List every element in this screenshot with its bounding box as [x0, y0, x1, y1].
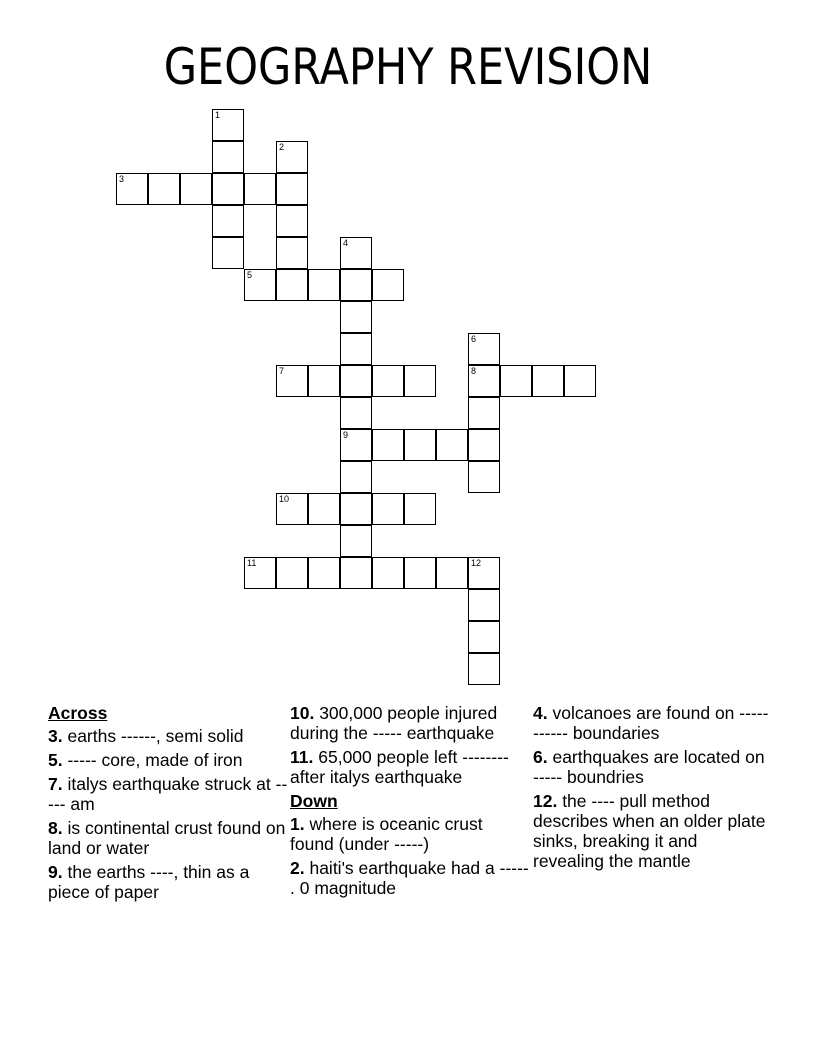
grid-cell[interactable] [340, 269, 372, 301]
grid-cell[interactable] [276, 365, 308, 397]
page-title: GEOGRAPHY REVISION [163, 38, 653, 96]
grid-cell[interactable] [404, 429, 436, 461]
clue-number: 8 [471, 366, 477, 376]
grid-cell[interactable] [308, 493, 340, 525]
clues-column-2 [290, 703, 530, 902]
clue-down-2: 2. haiti's earthquake had a ----- . 0 magnitude [290, 858, 529, 898]
grid-cell[interactable] [340, 237, 372, 269]
grid-cell[interactable] [500, 365, 532, 397]
across-heading: Across [48, 703, 108, 723]
grid-cell[interactable] [308, 365, 340, 397]
grid-cell[interactable] [468, 461, 500, 493]
clue-down-4: 4. volcanoes are found on ----------- boundaries [533, 703, 769, 743]
grid-cell[interactable] [276, 269, 308, 301]
clue-across-5: 5. ----- core, made of iron [48, 750, 243, 770]
grid-cell[interactable] [468, 557, 500, 589]
clue-number: 1 [215, 110, 221, 120]
grid-cell[interactable] [372, 429, 404, 461]
grid-cell[interactable] [244, 173, 276, 205]
grid-cell[interactable] [436, 557, 468, 589]
grid-cell[interactable] [212, 141, 244, 173]
clue-down-6: 6. earthquakes are located on ----- boundries [533, 747, 765, 787]
grid-cell[interactable] [340, 557, 372, 589]
grid-cell[interactable] [468, 589, 500, 621]
clues-column-3 [533, 703, 773, 875]
grid-cell[interactable] [276, 557, 308, 589]
grid-cell[interactable] [404, 493, 436, 525]
clue-number: 11 [247, 558, 257, 568]
grid-cell[interactable] [404, 557, 436, 589]
grid-cell[interactable] [436, 429, 468, 461]
grid-cell[interactable] [276, 237, 308, 269]
grid-cell[interactable] [340, 301, 372, 333]
grid-cell[interactable] [276, 173, 308, 205]
clue-across-7: 7. italys earthquake struck at ----- am [48, 774, 288, 814]
grid-cell[interactable] [468, 653, 500, 685]
clues-column-1 [48, 703, 288, 906]
clue-number: 4 [343, 238, 349, 248]
clue-number: 12 [471, 558, 482, 568]
clue-down-1: 1. where is oceanic crust found (under -----) [290, 814, 483, 854]
clue-down-12: 12. the ---- pull method describes when an older plate sinks, breaking it and revealing the mantle [533, 791, 766, 871]
grid-cell[interactable] [340, 525, 372, 557]
clue-across-3: 3. earths ------, semi solid [48, 726, 244, 746]
grid-cell[interactable] [532, 365, 564, 397]
down-heading: Down [290, 791, 338, 811]
grid-cell[interactable] [308, 269, 340, 301]
grid-cell[interactable] [212, 205, 244, 237]
clue-number: 3 [119, 174, 125, 184]
grid-cell[interactable] [212, 109, 244, 141]
grid-cell[interactable] [372, 557, 404, 589]
clue-number: 6 [471, 334, 477, 344]
grid-cell[interactable] [212, 173, 244, 205]
grid-cell[interactable] [372, 269, 404, 301]
clue-across-9: 9. the earths ----, thin as a piece of paper [48, 862, 250, 902]
grid-cell[interactable] [372, 493, 404, 525]
grid-cell[interactable] [340, 493, 372, 525]
grid-cell[interactable] [276, 493, 308, 525]
grid-cell[interactable] [340, 397, 372, 429]
clue-number: 5 [247, 270, 253, 280]
clue-number: 10 [279, 494, 290, 504]
grid-cell[interactable] [468, 397, 500, 429]
grid-cell[interactable] [564, 365, 596, 397]
grid-cell[interactable] [116, 173, 148, 205]
grid-cell[interactable] [404, 365, 436, 397]
grid-cell[interactable] [468, 333, 500, 365]
grid-cell[interactable] [340, 333, 372, 365]
grid-cell[interactable] [340, 461, 372, 493]
clue-number: 2 [279, 142, 285, 152]
grid-cell[interactable] [468, 429, 500, 461]
grid-cell[interactable] [148, 173, 180, 205]
clue-number: 9 [343, 430, 349, 440]
grid-cell[interactable] [276, 205, 308, 237]
grid-cell[interactable] [308, 557, 340, 589]
grid-cell[interactable] [372, 365, 404, 397]
grid-cell[interactable] [340, 365, 372, 397]
grid-cell[interactable] [276, 141, 308, 173]
grid-cell[interactable] [340, 429, 372, 461]
clue-across-10: 10. 300,000 people injured during the ----- earthquake [290, 703, 498, 743]
clue-number: 7 [279, 366, 285, 376]
grid-cell[interactable] [244, 269, 276, 301]
grid-cell[interactable] [468, 365, 500, 397]
grid-cell[interactable] [244, 557, 276, 589]
clue-across-8: 8. is continental crust found on land or water [48, 818, 286, 858]
clue-across-11: 11. 65,000 people left -------- after italys earthquake [290, 747, 509, 787]
grid-cell[interactable] [180, 173, 212, 205]
grid-cell[interactable] [212, 237, 244, 269]
grid-cell[interactable] [468, 621, 500, 653]
